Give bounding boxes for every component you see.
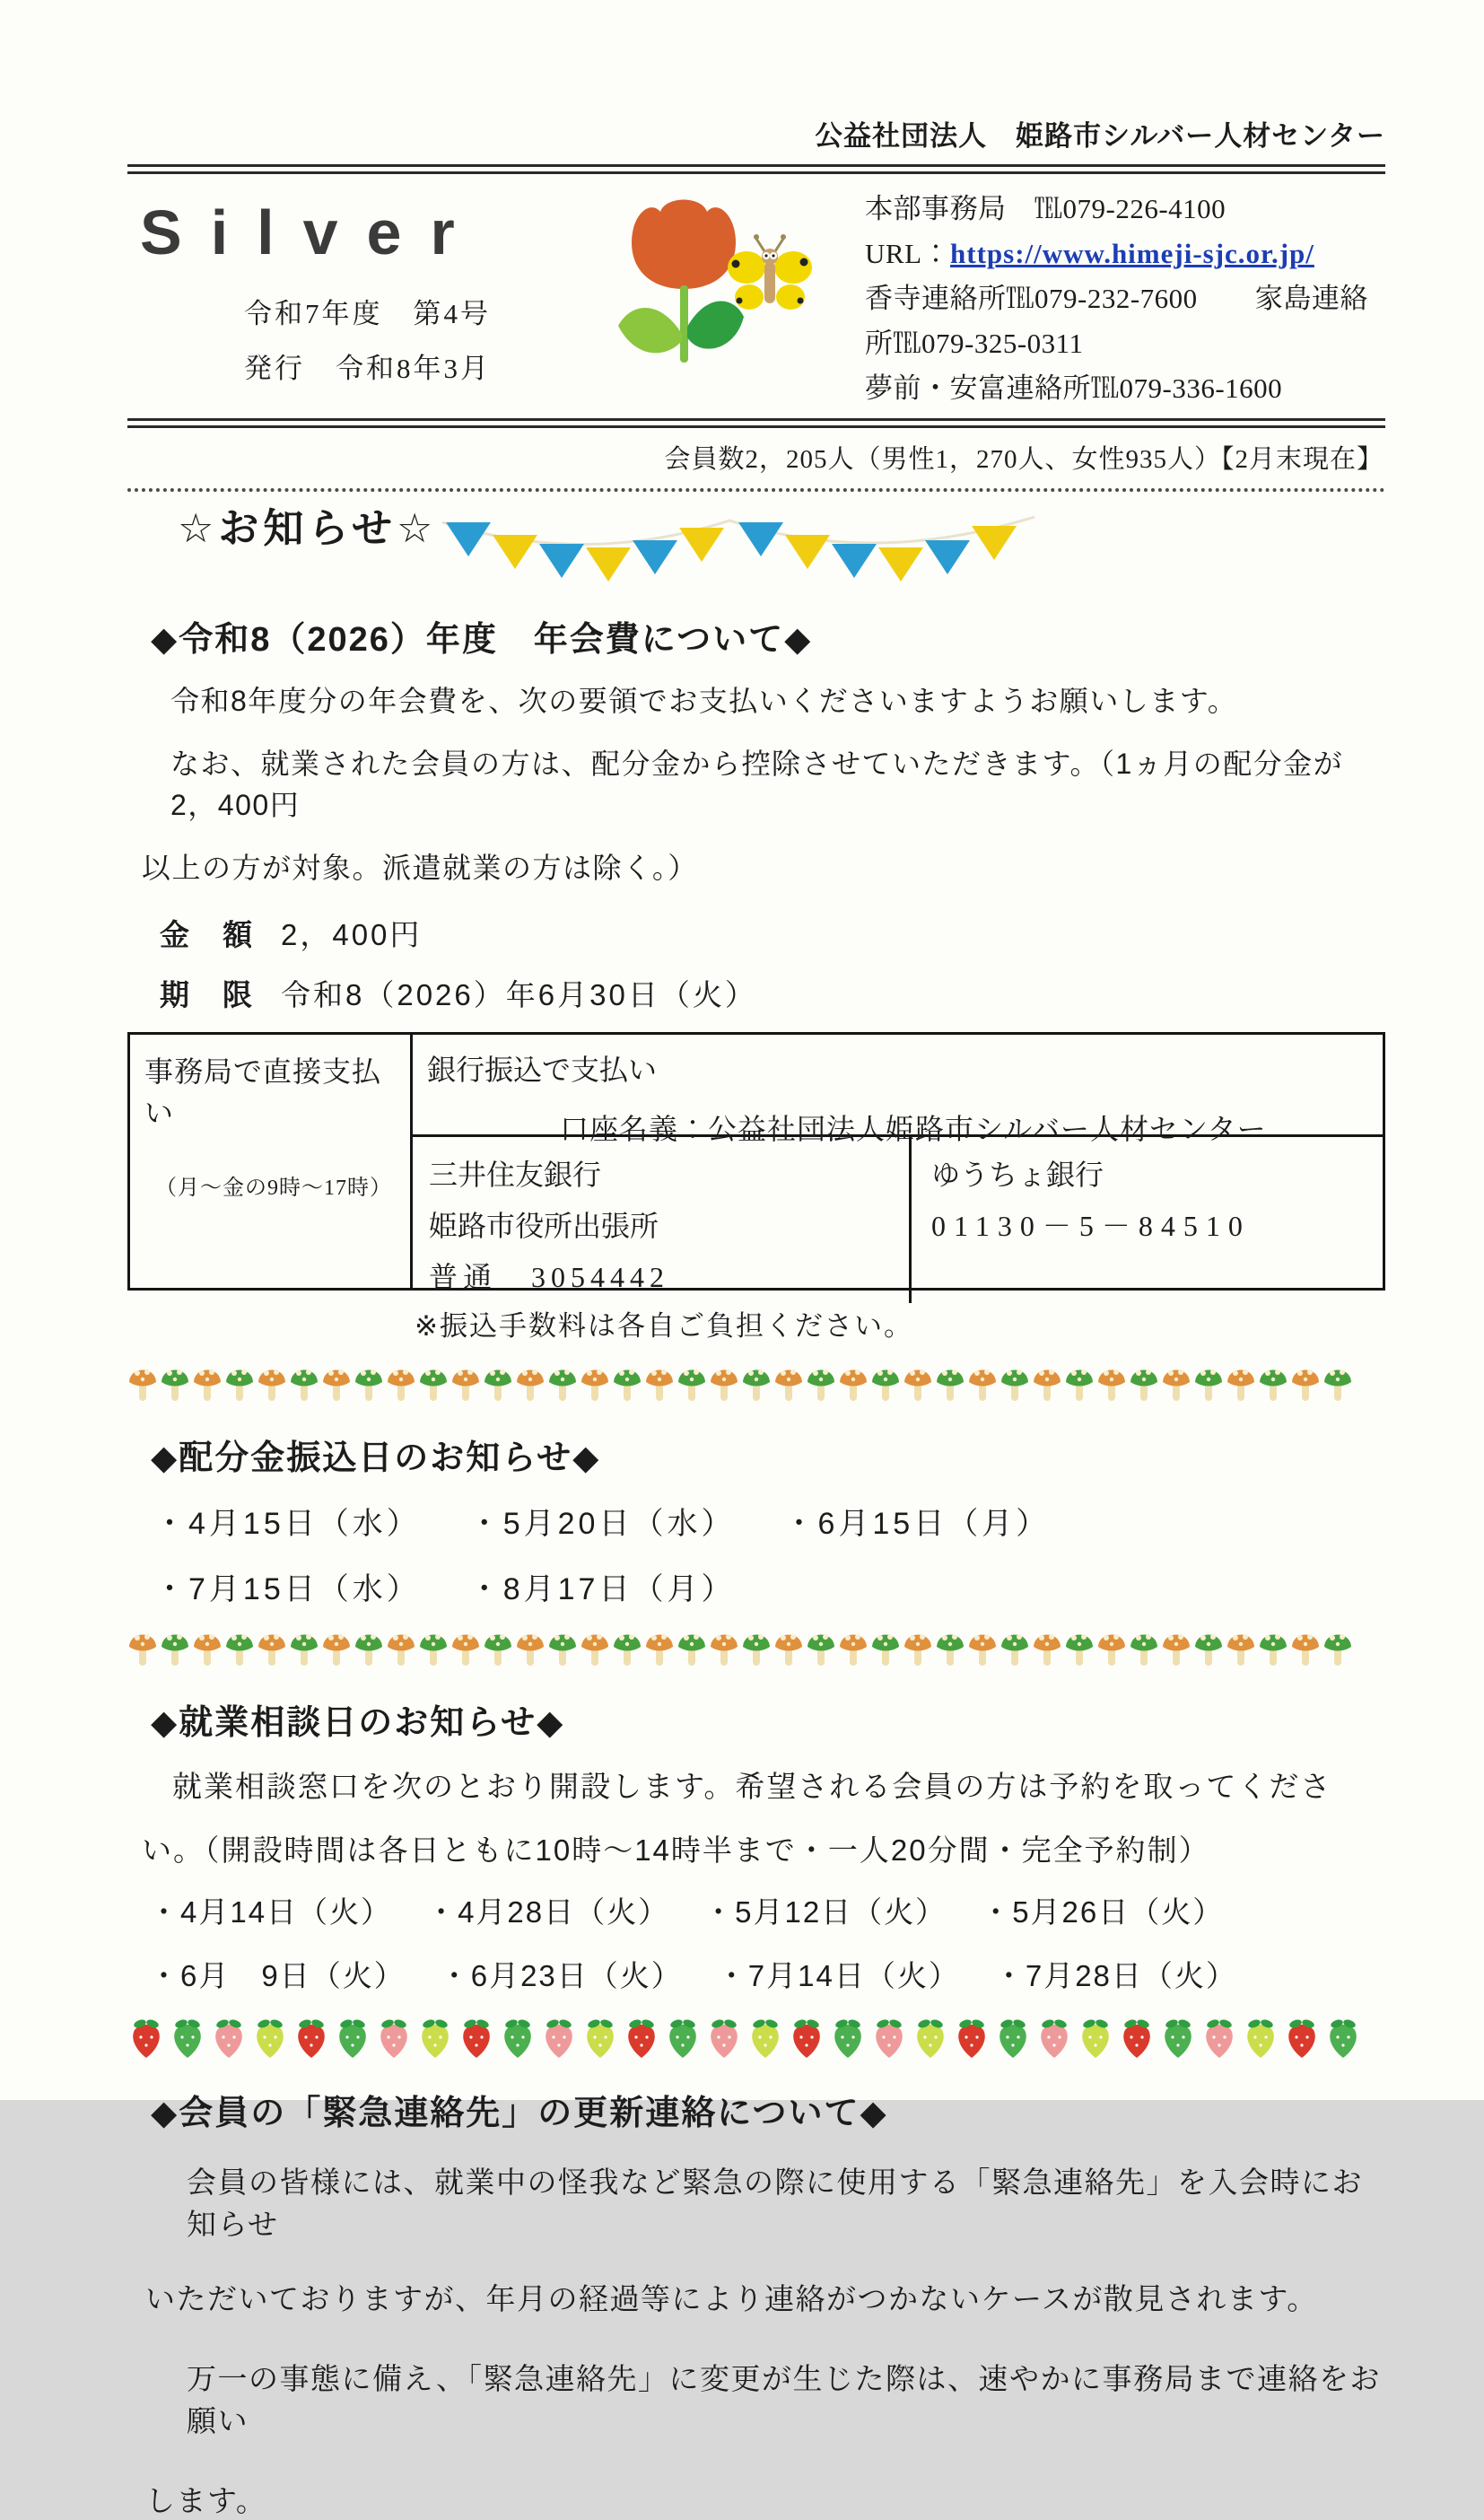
direct-payment-title: 事務局で直接支払い	[144, 1055, 382, 1129]
mushroom-icon	[1323, 1626, 1353, 1669]
strawberry-icon	[1159, 2015, 1197, 2061]
mushroom-icon	[418, 1626, 449, 1669]
strawberry-icon	[540, 2015, 578, 2061]
mushroom-icon	[1032, 1626, 1062, 1669]
strawberry-icon	[334, 2015, 371, 2061]
masthead-artwork	[607, 187, 842, 373]
mushroom-icon	[257, 1361, 287, 1404]
strawberry-icon	[292, 2015, 330, 2061]
mushroom-icon	[1129, 1626, 1159, 1669]
url-line	[865, 232, 1385, 276]
strawberry-icon	[169, 2015, 206, 2061]
head-office-tel: 本部事務局 ℡079-226-4100	[865, 193, 1226, 224]
mushroom-icon	[967, 1361, 998, 1404]
mushroom-icon	[1064, 1626, 1095, 1669]
branch-kodera-tel: 香寺連絡所℡079-232-7600	[865, 283, 1198, 314]
mushroom-icon	[1226, 1626, 1256, 1669]
emergency-paragraph: いただいておりますが、年月の経過等により連絡がつかないケースが散見されます。	[145, 2282, 1318, 2315]
mushroom-icon	[1258, 1626, 1288, 1669]
header-top-rule	[127, 164, 1385, 174]
fee-deadline-value: 令和8（2026）年6月30日（火）	[281, 978, 757, 1011]
logo-block	[140, 187, 607, 386]
mushroom-icon	[741, 1626, 772, 1669]
payment-dates-row-2	[154, 1564, 1385, 1608]
payment-date: ・6月15日（月）	[783, 1507, 1051, 1541]
direct-payment-cell	[130, 1035, 413, 1288]
consultation-date: ・4月28日（火）	[426, 1895, 670, 1929]
yucho-bank-name: ゆうちょ銀行	[931, 1159, 1104, 1191]
mushroom-icon	[935, 1626, 965, 1669]
mushroom-icon	[1193, 1626, 1224, 1669]
strawberry-icon	[829, 2015, 867, 2061]
mushroom-icon	[160, 1626, 190, 1669]
payment-method-table	[127, 1032, 1385, 1291]
mushroom-icon	[321, 1361, 352, 1404]
mushroom-icon	[1161, 1626, 1192, 1669]
mushroom-icon	[127, 1626, 158, 1669]
mushroom-icon	[903, 1361, 933, 1404]
mushroom-icon	[224, 1626, 255, 1669]
payment-dates-row-1	[154, 1499, 1385, 1543]
mushroom-icon	[1129, 1361, 1159, 1404]
mushroom-icon	[483, 1361, 513, 1404]
yucho-account-number: 01130－5－84510	[931, 1210, 1251, 1242]
emergency-paragraph: 会員の皆様には、就業中の怪我など緊急の際に使用する「緊急連絡先」を入会時にお知らせ	[187, 2166, 1363, 2241]
mushroom-icon	[935, 1361, 965, 1404]
bank-transfer-title: 銀行振込で支払い	[427, 1054, 658, 1086]
mushroom-icon	[677, 1626, 707, 1669]
strawberry-icon	[581, 2015, 619, 2061]
mushroom-icon	[1064, 1361, 1095, 1404]
mushroom-icon	[450, 1361, 481, 1404]
consultation-date: ・4月14日（火）	[149, 1895, 393, 1929]
payment-date: ・7月15日（水）	[154, 1572, 421, 1606]
newsletter-logo: Silver	[140, 197, 484, 267]
fee-amount-row	[160, 912, 1385, 954]
strawberry-icon	[416, 2015, 454, 2061]
mushroom-icon	[1258, 1361, 1288, 1404]
consultation-paragraph: い。（開設時間は各日ともに10時～14時半まで・一人20分間・完全予約制）	[142, 1833, 1210, 1867]
mushroom-icon	[838, 1361, 869, 1404]
mushroom-icon	[418, 1361, 449, 1404]
strawberry-icon	[1283, 2015, 1321, 2061]
mushroom-icon	[806, 1361, 836, 1404]
strawberry-icon	[788, 2015, 825, 2061]
fee-deadline-row	[160, 972, 1385, 1014]
strawberry-icon	[375, 2015, 413, 2061]
notice-banner	[127, 504, 1385, 590]
mushroom-icon	[321, 1626, 352, 1669]
butterfly-icon	[725, 232, 815, 323]
website-link[interactable]: https://www.himeji-sjc.or.jp/	[950, 238, 1314, 269]
mushroom-icon	[870, 1361, 901, 1404]
emergency-heading: ◆会員の「緊急連絡先」の更新連絡について◆	[151, 2095, 888, 2132]
payment-date: ・4月15日（水）	[154, 1507, 421, 1541]
strawberry-icon	[1118, 2015, 1156, 2061]
mushroom-icon	[547, 1361, 578, 1404]
consultation-heading: ◆就業相談日のお知らせ◆	[151, 1704, 565, 1742]
strawberry-icon	[870, 2015, 908, 2061]
strawberry-icon	[912, 2015, 949, 2061]
consultation-date: ・7月28日（火）	[993, 1959, 1237, 1992]
fee-amount-label: 金 額	[160, 918, 254, 951]
account-holder-name: 口座名義：公益社団法人姫路市シルバー人材センター	[560, 1113, 1267, 1145]
mushroom-icon	[741, 1361, 772, 1404]
branch-ieshima-tel: 家島連絡所℡079-325-0311	[865, 283, 1368, 359]
branch-tel-line	[865, 276, 1385, 366]
mushroom-icon	[773, 1626, 804, 1669]
mushroom-icon	[1161, 1361, 1192, 1404]
bank-list	[413, 1137, 1383, 1303]
smbc-bank-name: 三井住友銀行	[429, 1159, 602, 1191]
strawberry-icon	[705, 2015, 743, 2061]
mushroom-icon	[450, 1626, 481, 1669]
strawberry-icon	[1077, 2015, 1114, 2061]
smbc-account-number: 普通 3054442	[429, 1261, 670, 1293]
mushroom-icon	[192, 1361, 223, 1404]
mushroom-icon	[773, 1361, 804, 1404]
strawberry-icon	[953, 2015, 991, 2061]
payment-date: ・5月20日（水）	[468, 1507, 736, 1541]
mushroom-icon	[1193, 1361, 1224, 1404]
payment-date: ・8月17日（月）	[468, 1572, 736, 1606]
direct-payment-hours: （月～金の9時～17時）	[155, 1177, 392, 1200]
branch-yumesaki-tel: 夢前・安富連絡所℡079-336-1600	[865, 372, 1283, 404]
mushroom-icon	[354, 1361, 384, 1404]
mushroom-divider	[127, 1626, 1385, 1673]
notice-title: ☆お知らせ☆	[178, 505, 438, 551]
smbc-branch-name: 姫路市役所出張所	[429, 1210, 659, 1242]
strawberry-icon	[664, 2015, 702, 2061]
mushroom-icon	[838, 1626, 869, 1669]
annual-fee-paragraph: 以上の方が対象。派遣就業の方は除く。）	[142, 852, 698, 884]
emergency-paragraph: します。	[145, 2484, 267, 2517]
fee-amount-value: 2，400円	[281, 918, 423, 951]
strawberry-icon	[1324, 2015, 1362, 2061]
mushroom-icon	[1000, 1626, 1030, 1669]
strawberry-icon	[458, 2015, 495, 2061]
annual-fee-heading: ◆令和8（2026）年度 年会費について◆	[151, 621, 813, 659]
mushroom-icon	[1000, 1361, 1030, 1404]
transfer-fee-note: ※振込手数料は各自ご負担ください。	[415, 1310, 913, 1342]
mushroom-icon	[515, 1626, 546, 1669]
bank-transfer-cell	[413, 1035, 1383, 1293]
mushroom-icon	[1032, 1361, 1062, 1404]
mushroom-icon	[515, 1361, 546, 1404]
smbc-bank-cell	[413, 1137, 912, 1303]
strawberry-icon	[499, 2015, 537, 2061]
consultation-date: ・7月14日（火）	[716, 1959, 960, 1992]
consultation-dates-row-2	[149, 1953, 1385, 1995]
masthead	[127, 174, 1385, 418]
payment-dates-heading: ◆配分金振込日のお知らせ◆	[151, 1439, 601, 1477]
mushroom-icon	[580, 1626, 610, 1669]
strawberry-icon	[994, 2015, 1032, 2061]
mushroom-icon	[1290, 1626, 1321, 1669]
mushroom-icon	[1096, 1361, 1127, 1404]
bank-transfer-header	[413, 1035, 1383, 1145]
mushroom-icon	[483, 1626, 513, 1669]
mushroom-icon	[644, 1361, 675, 1404]
header-bottom-rule	[127, 418, 1385, 428]
mushroom-icon	[806, 1626, 836, 1669]
strawberry-icon	[623, 2015, 660, 2061]
mushroom-icon	[257, 1626, 287, 1669]
mushroom-divider	[127, 1361, 1385, 1408]
strawberry-icon	[210, 2015, 248, 2061]
mushroom-icon	[192, 1626, 223, 1669]
strawberry-icon	[746, 2015, 784, 2061]
strawberry-icon	[251, 2015, 289, 2061]
mushroom-icon	[127, 1361, 158, 1404]
mushroom-icon	[1096, 1626, 1127, 1669]
pennant-garland-icon	[442, 508, 1034, 585]
membership-count: 会員数2，205人（男性1，270人、女性935人）【2月末現在】	[664, 445, 1384, 474]
annual-fee-paragraph: 令和8年度分の年会費を、次の要領でお支払いくださいますようお願いします。	[170, 685, 1238, 717]
annual-fee-paragraph: なお、就業された会員の方は、配分金から控除させていただきます。（1ヵ月の配分金が2，400円	[170, 748, 1344, 821]
contact-block	[865, 187, 1385, 411]
strawberry-divider	[127, 2015, 1385, 2063]
consultation-date: ・5月26日（火）	[981, 1895, 1225, 1929]
mushroom-icon	[289, 1626, 319, 1669]
issue-number: 令和7年度 第4号	[244, 298, 491, 329]
url-label: URL：	[865, 238, 950, 269]
fee-deadline-label: 期 限	[160, 978, 254, 1011]
mushroom-icon	[224, 1361, 255, 1404]
consultation-date: ・6月 9日（火）	[149, 1959, 406, 1992]
mushroom-icon	[547, 1626, 578, 1669]
publish-date: 発行 令和8年3月	[244, 353, 491, 384]
strawberry-icon	[127, 2015, 165, 2061]
mushroom-icon	[709, 1626, 739, 1669]
dotted-rule	[127, 488, 1385, 492]
mushroom-icon	[580, 1361, 610, 1404]
mushroom-icon	[1323, 1361, 1353, 1404]
mushroom-icon	[967, 1626, 998, 1669]
emergency-paragraph: 万一の事態に備え、「緊急連絡先」に変更が生じた際は、速やかに事務局まで連絡をお願い	[187, 2362, 1381, 2437]
mushroom-icon	[1290, 1361, 1321, 1404]
consultation-dates-row-1	[149, 1889, 1385, 1931]
mushroom-icon	[870, 1626, 901, 1669]
mushroom-icon	[354, 1626, 384, 1669]
consultation-date: ・5月12日（火）	[703, 1895, 947, 1929]
mushroom-icon	[386, 1626, 416, 1669]
mushroom-icon	[677, 1361, 707, 1404]
mushroom-icon	[612, 1361, 642, 1404]
pennant-garland	[442, 508, 1034, 590]
consultation-date: ・6月23日（火）	[439, 1959, 683, 1992]
mushroom-icon	[160, 1361, 190, 1404]
org-name: 公益社団法人 姫路市シルバー人材センター	[815, 120, 1385, 152]
strawberry-icon	[1242, 2015, 1279, 2061]
mushroom-icon	[709, 1361, 739, 1404]
mushroom-icon	[386, 1361, 416, 1404]
consultation-paragraph: 就業相談窓口を次のとおり開設します。希望される会員の方は予約を取ってくださ	[172, 1770, 1332, 1803]
strawberry-icon	[1035, 2015, 1073, 2061]
mushroom-icon	[903, 1626, 933, 1669]
mushroom-icon	[644, 1626, 675, 1669]
yucho-bank-cell	[912, 1137, 1383, 1303]
strawberry-icon	[1200, 2015, 1238, 2061]
mushroom-icon	[1226, 1361, 1256, 1404]
mushroom-icon	[612, 1626, 642, 1669]
mushroom-icon	[289, 1361, 319, 1404]
